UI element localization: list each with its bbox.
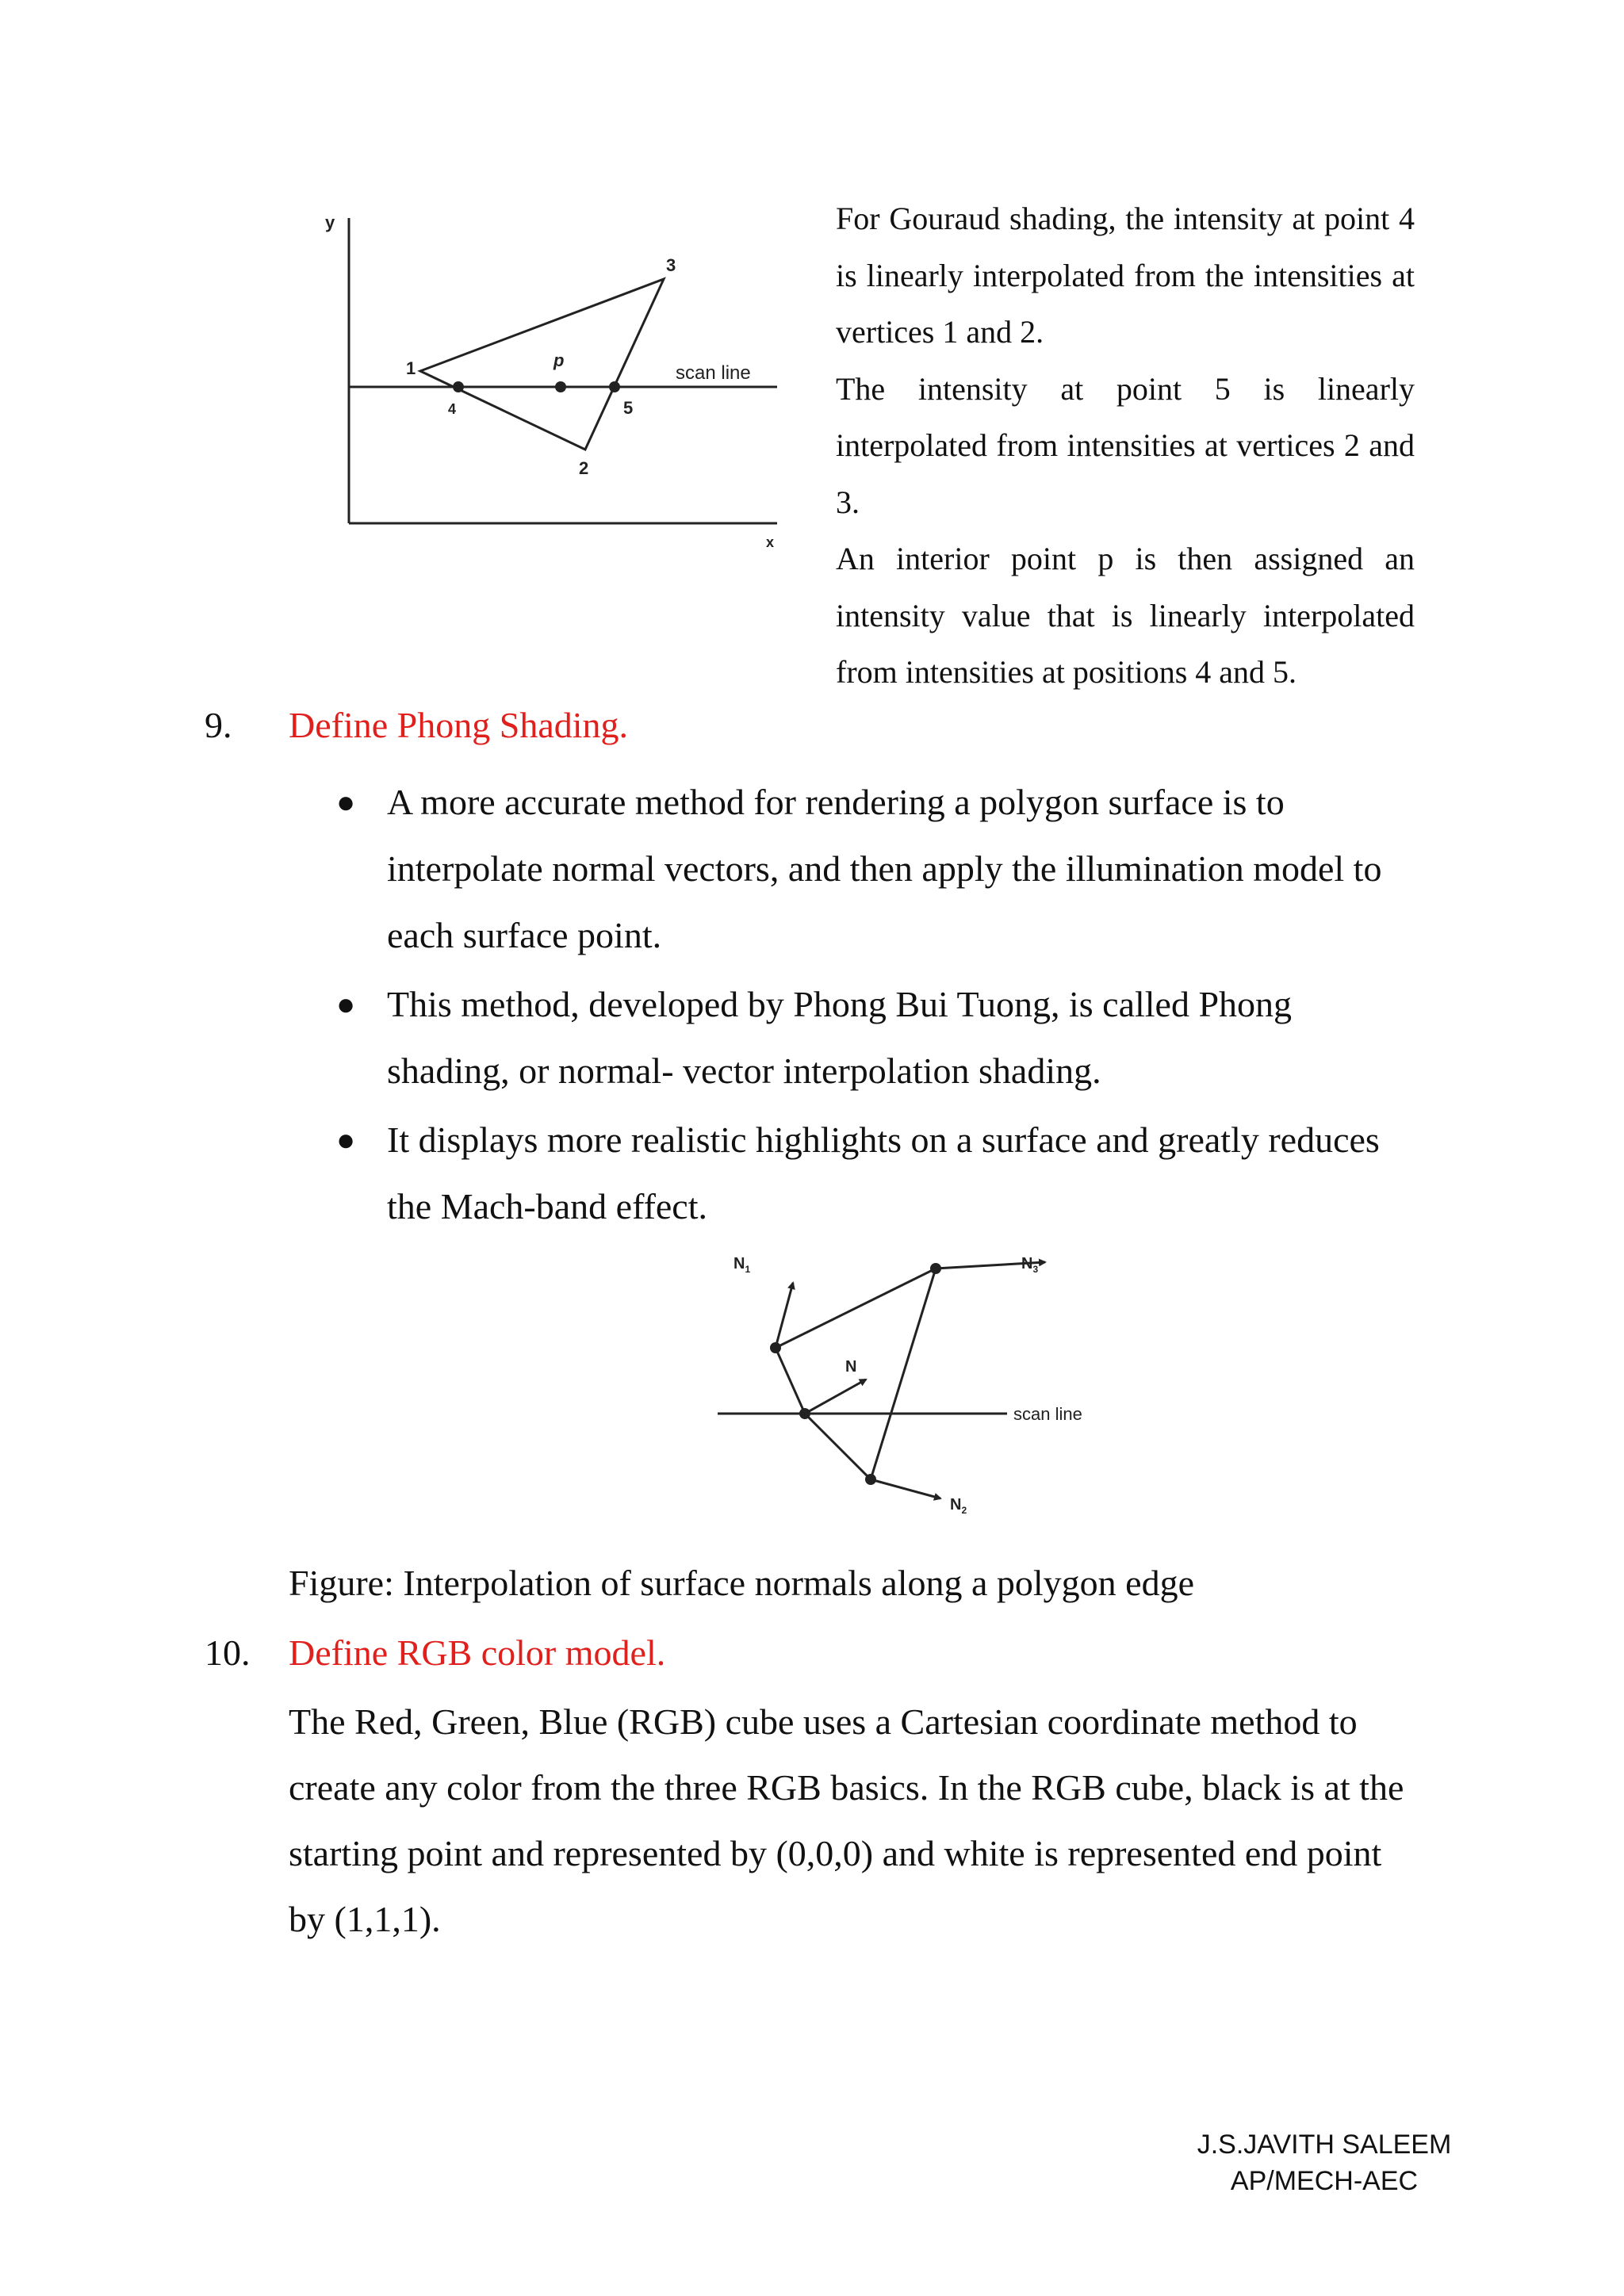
y-axis-label: y (325, 212, 335, 232)
question-10-number: 10. (205, 1632, 251, 1673)
vertex-1-label: 1 (406, 358, 416, 378)
normal-n1-label: $N_1$ (733, 1255, 751, 1275)
vertex-n1-marker (770, 1342, 781, 1353)
normal-n2-arrow (871, 1479, 940, 1498)
bullet-icon: ● (336, 1122, 356, 1158)
gouraud-paragraph-3: An interior point p is then assigned an intensity value that is linearly interpolated from intensities at positions 4 and 5. (836, 541, 1415, 690)
bullet-icon: ● (336, 986, 356, 1022)
author-name: J.S.JAVITH SALEEM (1197, 2130, 1452, 2160)
normal-n2-label: $N_2$ (950, 1496, 967, 1516)
author-designation: AP/MECH-AEC (1230, 2166, 1419, 2196)
bullet-icon: ● (336, 784, 356, 820)
author-footer (1174, 2126, 1475, 2199)
vertex-3-label: 3 (666, 255, 676, 275)
gouraud-paragraph-1: For Gouraud shading, the intensity at point 4 is linearly interpolated from the intensities at vertices 1 and 2. (836, 201, 1415, 350)
list-item (333, 971, 1404, 1104)
rgb-paragraph: The Red, Green, Blue (RGB) cube uses a Cartesian coordinate method to create any color from the three RGB basics. In the RGB cube, black is at the starting point and represented by (0,0,0) and white is represented end point by (1,1,1). (289, 1701, 1404, 1939)
normal-n1-arrow (776, 1283, 793, 1348)
question-9-title: Define Phong Shading. (289, 705, 629, 745)
list-item (333, 769, 1404, 969)
phong-normals-diagram (698, 1237, 1126, 1530)
x-axis-label: x (766, 534, 775, 550)
scan-line-label: scan line (1013, 1404, 1082, 1424)
point-n-marker (799, 1408, 810, 1419)
gouraud-diagram (317, 206, 809, 571)
scan-line-label: scan line (676, 362, 751, 384)
gouraud-paragraph-2: The intensity at point 5 is linearly interpolated from intensities at vertices 2 and 3. (836, 370, 1415, 520)
figure-caption: Figure: Interpolation of surface normals along a polygon edge (289, 1563, 1195, 1603)
vertex-2-label: 2 (579, 458, 589, 478)
list-item (333, 1107, 1404, 1240)
vertex-n3-marker (930, 1263, 941, 1274)
question-10-title: Define RGB color model. (289, 1632, 666, 1673)
bullet-text: This method, developed by Phong Bui Tuong, is called Phong shading, or normal- vector interpolation shading. (387, 984, 1293, 1091)
point-4-marker (453, 381, 464, 392)
normal-n-arrow (805, 1380, 866, 1414)
normal-n3-label: $N_3$ (1021, 1255, 1039, 1275)
bullet-text: It displays more realistic highlights on a surface and greatly reduces the Mach-band effect. (387, 1119, 1380, 1226)
point-5-label: 5 (623, 398, 634, 418)
point-5-marker (609, 381, 620, 392)
normal-n-label: N (845, 1358, 857, 1376)
vertex-n2-marker (865, 1474, 876, 1485)
point-4-label: 4 (448, 401, 457, 417)
polygon-triangle (420, 279, 664, 450)
question-9-number: 9. (205, 705, 232, 745)
point-p-label: p (553, 350, 565, 370)
phong-bullet-list (333, 769, 1404, 1242)
bullet-text: A more accurate method for rendering a polygon surface is to interpolate normal vectors, and then apply the illumination model to each surface point. (387, 782, 1382, 955)
gouraud-description (836, 190, 1415, 701)
point-p-marker (555, 381, 566, 392)
